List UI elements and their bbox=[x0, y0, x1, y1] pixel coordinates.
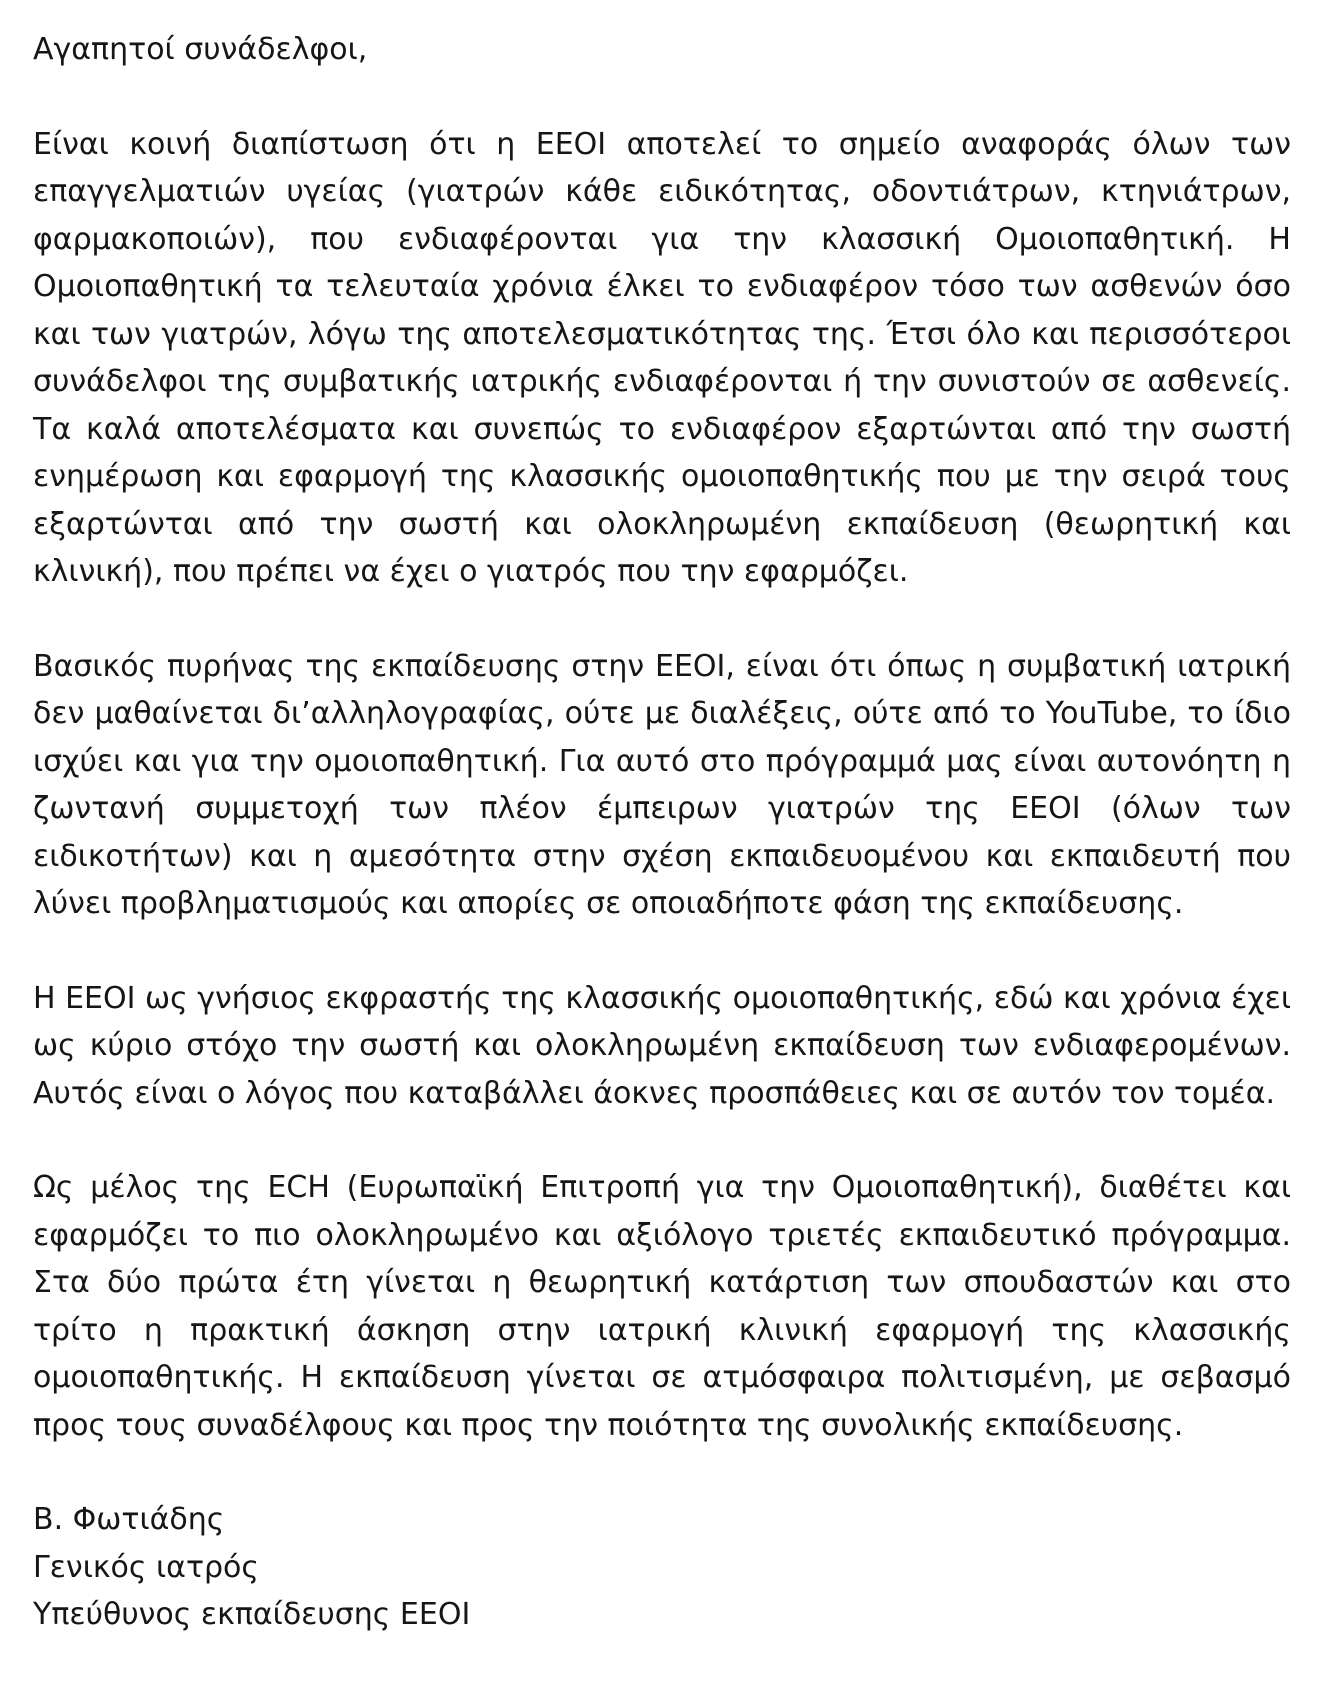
paragraph-eeoi-goal: Η ΕΕΟΙ ως γνήσιος εκφραστής της κλασσικής ομοιοπαθητικής, εδώ και χρόνια έχει ως κύριο στόχο την σωστή και ολοκληρωμένη εκπαίδευση των ενδιαφερομένων. Αυτός είναι ο λόγος που καταβάλλει άοκνες προσπάθειες και σε αυτόν τον τομέα. bbox=[33, 980, 1291, 1111]
signature-role: Υπεύθυνος εκπαίδευσης ΕΕΟΙ bbox=[33, 1597, 471, 1632]
signature-block bbox=[33, 1496, 1291, 1639]
paragraph-ech-program: Ως μέλος της ECH (Ευρωπαϊκή Επιτροπή για την Ομοιοπαθητική), διαθέτει και εφαρμόζει το πιο ολοκληρωμένο και αξιόλογο τριετές εκπαιδευτικό πρόγραμμα. Στα δύο πρώτα έτη γίνεται η θεωρητική κατάρτιση των σπουδαστών και στο τρίτο η πρακτική άσκηση στην ιατρική κλινική εφαρμογή της κλασσικής ομοιοπαθητικής. Η εκπαίδευση γίνεται σε ατμόσφαιρα πολιτισμένη, με σεβασμό προς τους συναδέλφους και προς την ποιότητα της συνολικής εκπαίδευσης. bbox=[33, 1170, 1291, 1443]
signature-name: Β. Φωτιάδης bbox=[33, 1502, 225, 1537]
salutation: Αγαπητοί συνάδελφοι, bbox=[33, 32, 368, 67]
signature-title: Γενικός ιατρός bbox=[33, 1549, 260, 1585]
paragraph-intro: Είναι κοινή διαπίστωση ότι η ΕΕΟΙ αποτελεί το σημείο αναφοράς όλων των επαγγελματιών υγείας (γιατρών κάθε ειδικότητας, οδοντιάτρων, κτηνιάτρων, φαρμακοποιών), που ενδιαφέρονται για την κλασσική Ομοιοπαθητική. Η Ομοιοπαθητική τα τελευταία χρόνια έλκει το ενδιαφέρον τόσο των ασθενών όσο και των γιατρών, λόγω της αποτελεσματικότητας της. Έτσι όλο και περισσότεροι συνάδελφοι της συμβατικής ιατρικής ενδιαφέρονται ή την συνιστούν σε ασθενείς. Τα καλά αποτελέσματα και συνεπώς το ενδιαφέρον εξαρτώνται από την σωστή ενημέρωση και εφαρμογή της κλασσικής ομοιοπαθητικής που με την σειρά τους εξαρτώνται από την σωστή και ολοκληρωμένη εκπαίδευση (θεωρητική και κλινική), που πρέπει να έχει ο γιατρός που την εφαρμόζει. bbox=[33, 126, 1291, 589]
paragraph-education-core: Βασικός πυρήνας της εκπαίδευσης στην ΕΕΟΙ, είναι ότι όπως η συμβατική ιατρική δεν μαθαίνεται δι’αλληλογραφίας, ούτε με διαλέξεις, ούτε από το YouTube, το ίδιο ισχύει και για την ομοιοπαθητική. Για αυτό στο πρόγραμμά μας είναι αυτονόητη η ζωντανή συμμετοχή των πλέον έμπειρων γιατρών της ΕΕΟΙ (όλων των ειδικοτήτων) και η αμεσότητα στην σχέση εκπαιδευομένου και εκπαιδευτή που λύνει προβληματισμούς και απορίες σε οποιαδήποτε φάση της εκπαίδευσης. bbox=[33, 648, 1291, 921]
